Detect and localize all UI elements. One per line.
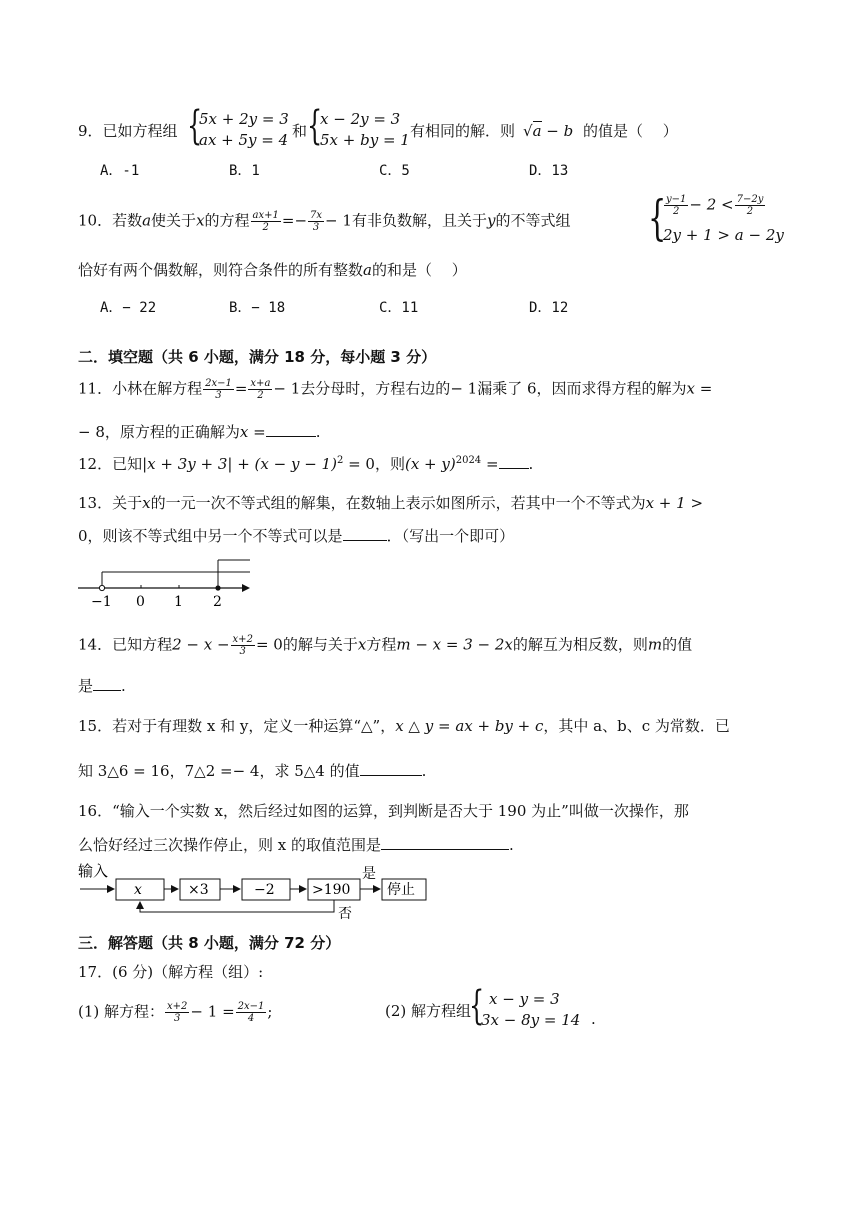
q10-ineq1 <box>663 194 766 217</box>
q10-t2: 的方程 <box>204 211 250 230</box>
flow-x-label: x <box>134 882 142 898</box>
q13-line2-b: ，则该不等式组中另一个不等式可以是 <box>87 527 343 545</box>
q11-lead: 11．小林在解方程 <box>78 379 203 398</box>
q10-option-a[interactable]: A．− 22 <box>100 300 157 316</box>
q10-stem <box>78 190 798 246</box>
open-dot-icon <box>99 585 104 590</box>
q11-frac2-den: 2 <box>257 390 264 401</box>
q10-frac2 <box>308 210 324 233</box>
q17-p2-end: . <box>591 1010 596 1028</box>
q10-line2 <box>78 261 467 279</box>
q10-var-y: y <box>486 211 496 230</box>
q15-end: . <box>421 762 427 780</box>
q9-sys2-row2: 5x + by = 1 <box>320 131 410 149</box>
q10-eq-mid: =− <box>281 211 308 230</box>
q14-var-x: x <box>357 635 367 654</box>
q17-part2 <box>385 983 645 1034</box>
q14-line2-text: 是 <box>78 677 94 695</box>
q14-line2 <box>78 676 126 695</box>
q14-answer-blank[interactable] <box>93 676 121 691</box>
q15-line1b: ，其中 a、b、c 为常数．已 <box>543 717 730 735</box>
q10-line2-text: 恰好有两个偶数解，则符合条件的所有整数 <box>78 261 364 279</box>
q10-frac1-num: ax+1 <box>252 210 279 221</box>
q16-end: . <box>509 836 514 854</box>
q17-p1-frac2 <box>236 1001 267 1024</box>
q11-t1: 去分母时，方程右边的 <box>300 379 451 398</box>
q14-e2: = 0 <box>255 635 283 654</box>
q17-p2-lead: (2) 解方程组 <box>385 1002 472 1020</box>
q17-p1-frac1-den: 3 <box>174 1013 181 1024</box>
axis-label-neg1: −1 <box>91 594 112 610</box>
flow-arrow-loop <box>140 900 334 912</box>
q10-frac1 <box>251 210 281 233</box>
q11-line1 <box>78 378 712 401</box>
q10-var-a: a <box>142 211 152 230</box>
q15-line1 <box>78 717 730 735</box>
q13-line2 <box>78 526 514 545</box>
q12-pow: 2024 <box>455 455 482 466</box>
flow-times3-label: ×3 <box>188 882 209 898</box>
q17-p1-frac1-num: x+2 <box>167 1001 188 1012</box>
q13-var-x: x <box>142 494 151 512</box>
q11-xeq: x = <box>686 379 713 398</box>
q14-t3: 的解互为相反数，则 <box>512 635 648 654</box>
q10-frac2-den: 3 <box>312 222 320 233</box>
q10-frac1-den: 2 <box>262 222 269 233</box>
q9-lead: 9．已如方程组 <box>78 122 178 140</box>
q16-line1: 16．“输入一个实数 x，然后经过如图的运算，到判断是否大于 190 为止”叫做一次操作，那 <box>78 802 689 820</box>
q13-line2-c: ．（写出一个即可） <box>386 527 515 545</box>
q17-p1-frac2-den: 4 <box>247 1013 255 1024</box>
q12-expr2: (x + y) <box>404 455 456 473</box>
q13-answer-blank[interactable] <box>343 526 387 541</box>
q10-ineq1-frac1 <box>664 194 688 217</box>
q14-t2: 方程 <box>366 635 397 654</box>
q17-p2-row1: x − y = 3 <box>489 990 560 1008</box>
axis-label-1: 1 <box>174 594 183 610</box>
q10-line2-a: a <box>363 261 372 279</box>
q15-line1-text: 15．若对于有理数 x 和 y，定义一种运算“△”， <box>78 717 396 735</box>
q17-p1-end: ; <box>267 1002 273 1021</box>
flow-minus2-label: −2 <box>254 882 275 898</box>
q16-line2 <box>78 835 514 854</box>
q10-ineq1-frac1-num: y−1 <box>666 194 687 205</box>
q10-line2-tail: 的和是（ ） <box>371 261 467 279</box>
q9-option-c[interactable]: C．5 <box>379 163 410 179</box>
q14-end: . <box>121 677 126 695</box>
q9-sqrt-a: a <box>532 122 542 140</box>
q12-end: . <box>528 455 534 473</box>
q16-flowchart <box>76 862 436 924</box>
q13-line1-text: 13．关于 <box>78 494 143 512</box>
q10-t1: 使关于 <box>151 211 197 230</box>
q10-ineq1-frac2 <box>735 194 766 217</box>
q12-eq: = <box>481 455 499 473</box>
q13-line1b: 的一元一次不等式组的解集，在数轴上表示如图所示，若其中一个不等式为 <box>150 494 646 512</box>
q9-tail-b: 的值是（ ） <box>583 122 678 140</box>
q9-and: 和 <box>292 122 308 140</box>
q10-option-d[interactable]: D．12 <box>529 300 569 316</box>
q9-option-b[interactable]: B．1 <box>229 163 260 179</box>
q10-var-x: x <box>196 211 205 230</box>
q14-e3: m − x = 3 − 2x <box>396 635 513 654</box>
q15-line2c: 6 = 16，7 <box>118 762 195 780</box>
q14-frac-den: 3 <box>239 646 246 657</box>
brace-icon: { <box>187 103 203 149</box>
q16-answer-blank[interactable] <box>381 835 509 850</box>
q15-line2a: 知 3 <box>78 762 108 780</box>
q10-t4: 的不等式组 <box>495 211 571 230</box>
q9-option-a[interactable]: A．-1 <box>100 163 140 179</box>
q10-text <box>78 210 570 233</box>
q17-part1 <box>78 1001 272 1024</box>
brace-icon: { <box>469 983 485 1029</box>
q11-eq-end: − 1 <box>273 379 301 398</box>
q10-ineq1-mid: − 2 < <box>689 195 734 214</box>
q14-frac-num: x+2 <box>232 634 253 645</box>
arrow-right-icon <box>242 584 250 592</box>
q14-lead: 14．已知方程 <box>78 635 173 654</box>
q12-expr: |x + 3y + 3| + (x − y − 1) <box>142 455 337 473</box>
q9-sys1-row1: 5x + 2y = 3 <box>199 110 289 128</box>
q12-answer-blank[interactable] <box>499 454 529 469</box>
q11-t2: 漏乘了 6，因而求得方程的解为 <box>477 379 687 398</box>
q14-t1: 的解与关于 <box>282 635 358 654</box>
q9-stem <box>78 103 798 154</box>
q10-frac2-num: 7x <box>310 210 323 221</box>
q17-p1-frac1 <box>165 1001 189 1024</box>
axis-label-0: 0 <box>136 594 145 610</box>
q10-eq-end: − 1 <box>325 211 352 230</box>
q14-frac <box>231 634 255 657</box>
q9-sys1-row2: ax + 5y = 4 <box>199 131 289 149</box>
flow-gt190-label: >190 <box>312 882 351 898</box>
q10-option-c[interactable]: C．11 <box>379 300 419 316</box>
q11-line2 <box>78 422 320 441</box>
q17-p2-row2: 3x − 8y = 14 <box>481 1011 581 1029</box>
q10-t3: 有非负数解，且关于 <box>351 211 487 230</box>
q9-sqrt <box>523 122 573 140</box>
q13-line1 <box>78 494 703 512</box>
sqrt-icon: √ <box>523 122 533 140</box>
q11-frac1 <box>203 378 234 401</box>
q17-heading: 17．(6 分)（解方程（组）: <box>78 963 264 981</box>
q11-frac2 <box>248 378 272 401</box>
q10-ineq1-frac2-den: 2 <box>746 206 754 217</box>
q15-line2d: △ <box>194 762 206 780</box>
closed-dot-icon <box>215 585 220 590</box>
q11-line2-x: x = <box>239 423 266 441</box>
q9-tail-a: 有相同的解．则 <box>410 122 516 140</box>
q14-t4: 的值 <box>662 635 693 654</box>
q14-line1 <box>78 634 692 657</box>
q11-eq: = <box>234 379 248 398</box>
q10-lead: 10．若数 <box>78 211 143 230</box>
q13-number-line <box>72 556 262 612</box>
q12-line <box>78 454 533 473</box>
q10-ineq1-frac2-num: 7−2y <box>736 194 764 205</box>
q12-sq: 2 <box>336 455 344 466</box>
flow-yes-label: 是 <box>362 866 376 882</box>
q15-answer-blank[interactable] <box>360 761 422 776</box>
q11-neg1: − 1 <box>450 379 478 398</box>
flow-stop-label: 停止 <box>387 882 415 898</box>
q17-p1-frac2-num: 2x−1 <box>237 1001 265 1012</box>
brace-icon: { <box>307 103 323 149</box>
q15-line2b: △ <box>107 762 119 780</box>
q11-frac1-num: 2x−1 <box>205 378 232 389</box>
q10-option-b[interactable]: B．− 18 <box>229 300 286 316</box>
q10-ineq2: 2y + 1 > a − 2y <box>663 226 784 244</box>
q12-t1: = 0，则 <box>343 455 405 473</box>
q9-minus-b: − b <box>541 122 574 140</box>
q9-sys2-row1: x − 2y = 3 <box>320 110 401 128</box>
q14-var-m: m <box>647 635 663 654</box>
q11-line2-end: . <box>315 423 321 441</box>
q14-e1: 2 − x − <box>172 635 230 654</box>
flow-input-label: 输入 <box>78 862 109 880</box>
q11-line2-a: − 8，原方程的正确解为 <box>78 423 240 441</box>
q17-p1-mid: − 1 = <box>190 1002 235 1021</box>
q13-line2-a: 0 <box>78 527 88 545</box>
q15-line2e: 2 =− 4，求 5△4 的值 <box>205 762 360 780</box>
q12-lead: 12．已知 <box>78 455 143 473</box>
q15-line2 <box>78 761 426 780</box>
q9-option-d[interactable]: D．13 <box>529 163 569 179</box>
axis-label-2: 2 <box>213 594 222 610</box>
section-2-heading: 二．填空题（共 6 小题，满分 18 分，每小题 3 分） <box>78 348 437 366</box>
q10-ineq1-frac1-den: 2 <box>673 206 680 217</box>
q11-answer-blank[interactable] <box>266 422 316 437</box>
q15-def: x △ y = ax + by + c <box>395 717 544 735</box>
q16-line2-text: 么恰好经过三次操作停止，则 x 的取值范围是 <box>78 836 381 854</box>
flow-no-label: 否 <box>338 906 352 922</box>
q11-frac2-num: x+a <box>250 378 271 389</box>
q13-ineq: x + 1 > <box>645 494 704 512</box>
q11-frac1-den: 3 <box>215 390 222 401</box>
q17-p1-lead: (1) 解方程： <box>78 1002 165 1021</box>
brace-icon: { <box>648 190 667 246</box>
section-3-heading: 三．解答题（共 8 小题，满分 72 分） <box>78 934 341 952</box>
